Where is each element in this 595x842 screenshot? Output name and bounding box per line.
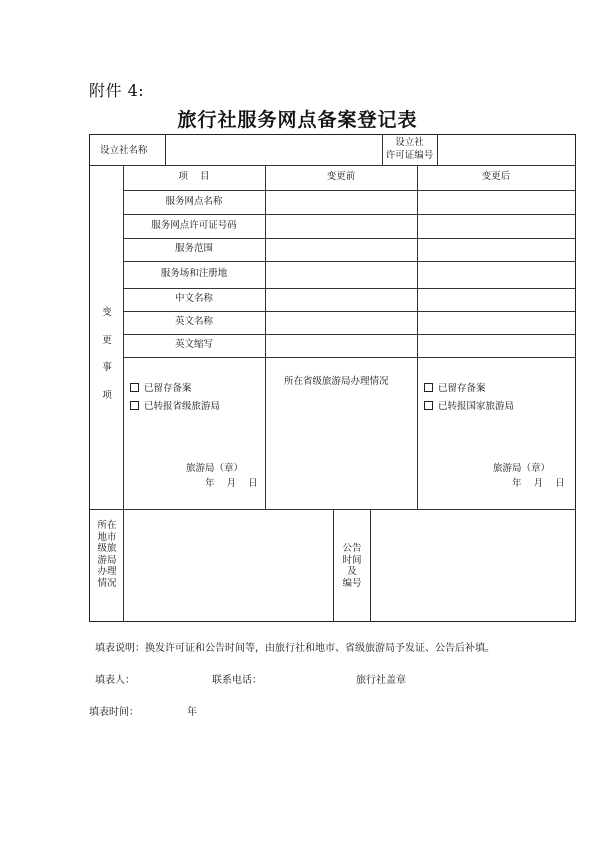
filler-label: 填表人： (95, 675, 135, 686)
row-label-english-name: 英文名称 (174, 316, 213, 327)
row-label-english-abbr: 英文缩写 (174, 339, 213, 350)
form-title: 旅行社服务网点备案登记表 (177, 109, 418, 131)
label-line: 所在 (97, 520, 117, 531)
label-line: 地市 (97, 531, 117, 543)
checkbox-icon[interactable] (130, 401, 139, 410)
checkbox-icon[interactable] (424, 401, 433, 410)
row-divider (123, 238, 575, 239)
fill-instructions: 填表说明：换发许可证和公告时间等，由旅行社和地市、省级旅游局予发证、公告后补填。 (95, 643, 495, 654)
col-header-after: 变更后 (481, 171, 511, 182)
row-label-outlet-name: 服务网点名称 (165, 196, 223, 207)
changes-side-label (100, 307, 114, 401)
label-line: 时间 (342, 554, 362, 566)
seal-label: 旅行社盖章 (356, 675, 406, 686)
stamp-left: 旅游局（章） (186, 463, 244, 474)
row-label-service-scope: 服务范围 (174, 243, 213, 254)
row-divider (123, 288, 575, 289)
year-label: 年 (187, 707, 197, 718)
row-divider (90, 165, 575, 166)
row-label-chinese-name: 中文名称 (174, 293, 213, 304)
local-handling-label (92, 520, 122, 589)
side-char: 变 (102, 307, 112, 318)
option-label: 已留存备案 (144, 383, 192, 394)
row-divider (123, 357, 575, 358)
col-divider (437, 135, 438, 165)
row-divider (123, 214, 575, 215)
phone-label: 联系电话： (212, 675, 262, 686)
label-line: 游局 (97, 554, 117, 566)
col-header-item: 项 目 (178, 171, 210, 182)
col-divider (165, 135, 166, 165)
stamp-right: 旅游局（章） (493, 463, 551, 474)
provincial-handling-label: 所在省级旅游局办理情况 (284, 376, 389, 387)
license-label-line2: 许可证编号 (385, 150, 434, 161)
registration-form-table (89, 134, 576, 622)
row-divider (123, 334, 575, 335)
row-divider (123, 311, 575, 312)
option-archived-left[interactable] (130, 383, 192, 395)
label-line: 情况 (97, 577, 117, 589)
agency-name-label: 设立社名称 (100, 145, 148, 156)
row-divider (123, 190, 575, 191)
checkbox-icon[interactable] (424, 383, 433, 392)
label-line: 公告 (342, 543, 362, 554)
side-char: 项 (102, 389, 112, 401)
label-line: 级旅 (97, 543, 117, 554)
side-char: 事 (102, 362, 112, 373)
date-right: 年 月 日 (512, 478, 565, 489)
announcement-label (334, 543, 370, 589)
fill-time-label: 填表时间： (89, 707, 139, 718)
row-divider (123, 261, 575, 262)
col-divider (417, 165, 418, 509)
side-char: 更 (102, 334, 112, 346)
attachment-label: 附件 4: (89, 81, 145, 100)
label-line: 编号 (342, 577, 362, 589)
license-label-line1: 设立社 (395, 137, 424, 148)
option-label: 已转报国家旅游局 (438, 401, 515, 412)
row-label-premises: 服务场和注册地 (160, 268, 228, 279)
row-label-outlet-license: 服务网点许可证号码 (151, 220, 237, 231)
date-left: 年 月 日 (205, 478, 258, 489)
col-divider (265, 165, 266, 509)
col-divider (370, 509, 371, 621)
col-divider (123, 165, 124, 621)
col-header-before: 变更前 (326, 171, 356, 182)
option-forwarded-provincial[interactable] (130, 401, 220, 413)
checkbox-icon[interactable] (130, 383, 139, 392)
label-line: 及 (347, 566, 357, 577)
option-label: 已留存备案 (438, 383, 486, 394)
option-archived-right[interactable] (424, 383, 486, 395)
option-label: 已转报省级旅游局 (144, 401, 221, 412)
option-forwarded-national[interactable] (424, 401, 514, 413)
label-line: 办理 (97, 566, 117, 577)
